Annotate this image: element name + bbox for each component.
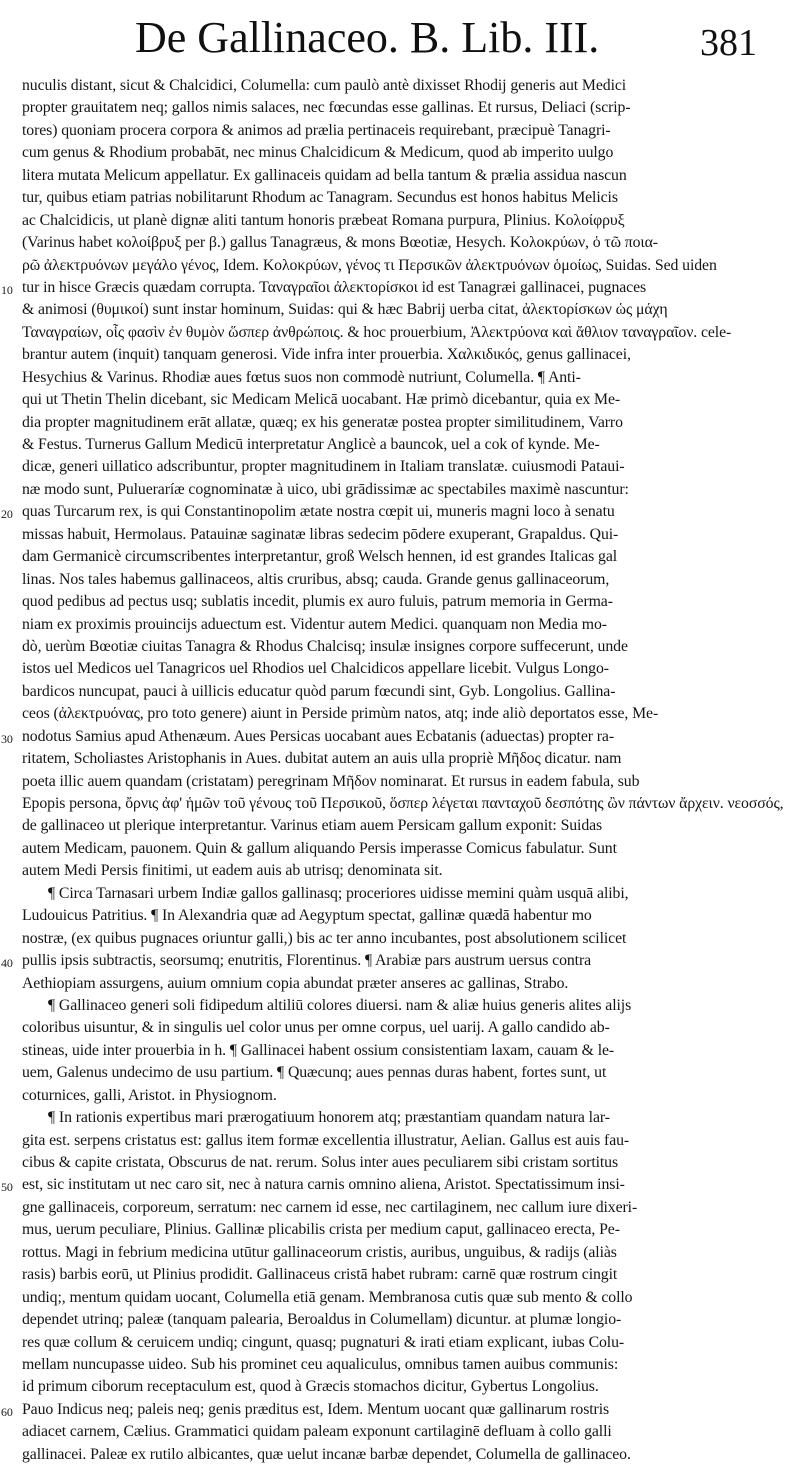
page-title: De Gallinaceo. B. Lib. III. [135,13,600,62]
text-line [0,1264,787,1286]
line-text: est, sic institutam ut nec caro sit, nec à natura carnis omnino aliena, Aristot. Spectatissimum insi- [22,1176,625,1194]
text-line [0,905,787,927]
line-text: gne gallinaceis, corporeum, serratum: nec carnem id esse, nec cartilaginem, nec callum iure dixeri- [22,1198,638,1216]
text-line [0,1354,787,1376]
text-line [0,75,787,97]
line-text: dia propter magnitudinem erāt allatæ, quæq; ex his generatæ postea propter similitudinem, Varro [22,413,623,431]
text-line [0,322,787,344]
line-text: autem Medicam, pauonem. Quin & gallum aliquando Persis imperasse Comicus fabulatur. Sunt [22,839,617,857]
line-text: de gallinaceo ut plerique interpretantur. Varinus etiam auem Persicam gallum exponit: Suidas [22,817,603,835]
line-text: bardicos nuncupat, pauci à uillicis educatur quòd parum fœcundi sint, Gyb. Longolius. Gallina- [22,682,616,700]
text-line [0,1107,787,1129]
text-line [0,524,787,546]
text-line [0,658,787,680]
line-text: mus, uerum peculiare, Plinius. Gallinæ plicabilis crista per medium caput, gallinaceo erecta, Pe- [22,1221,620,1239]
text-body [0,75,787,1466]
line-text: istos uel Medicos uel Tanagricos uel Rhodios uel Chalcidicos appellare licebit. Vulgus Longo- [22,660,609,678]
text-line [0,1332,787,1354]
text-line [0,1376,787,1398]
text-line [0,973,787,995]
line-text: brantur autem (inquit) tanquam generosi. Vide infra inter prouerbia. Χαλκιδικός, genus gallinacei, [22,346,631,364]
line-text: mellam nuncupasse uideo. Sub his prominet ceu aqualiculus, omnibus tamen auibus communis: [22,1355,619,1373]
text-line [0,703,787,725]
text-line [0,591,787,613]
text-line [0,793,787,815]
line-text: quas Turcarum rex, is qui Constantinopolim ætate nostra cœpit ui, muneris magni loco à senatu [22,503,615,521]
text-line [0,860,787,882]
line-text: propter grauitatem neq; gallos nimis salaces, nec fœcundas esse gallinas. Et rursus, Deliaci (scrip- [22,99,631,117]
line-text: rottus. Magi in febrium medicina utūtur gallinaceorum cristis, auribus, unguibus, & radijs (aliàs [22,1243,617,1261]
text-line [0,232,787,254]
line-text: pullis ipsis subtractis, seorsumq; enutritis, Florentinus. ¶ Arabiæ pars austrum uersus contra [22,952,592,970]
text-line [0,142,787,164]
text-line [0,299,787,321]
line-text: Ταναγραίων, οἷς φασὶν ἐν θυμὸν ὥσπερ ἀνθρώποις. & hoc prouerbium, Ἀλεκτρύονα καὶ ἄθλιον ταναγραῖον. cele- [22,323,732,341]
line-text: gita est. serpens cristatus est: gallus item formæ excellentia illustratur, Aelian. Gallus est auis fau- [22,1131,630,1149]
line-text: coturnices, galli, Aristot. in Physiognom. [22,1086,277,1104]
line-text: ¶ In rationis expertibus mari prærogatiuum honorem atq; præstantiam quandam natura lar- [48,1109,610,1127]
line-text: Pauo Indicus neq; paleis neq; genis præditus est, Idem. Mentum uocant quæ gallinarum rostris [22,1400,610,1418]
line-text: Ludouicus Patritius. ¶ In Alexandria quæ ad Aegyptum spectat, gallinæ quædā habentur mo [22,907,592,925]
text-line [0,389,787,411]
text-line [0,771,787,793]
text-line [0,255,787,277]
text-line [0,479,787,501]
line-text: nuculis distant, sicut & Chalcidici, Columella: cum paulò antè dixisset Rhodij generis aut Medici [22,77,627,94]
line-text: niam ex proximis prouincijs aduectum est. Videntur autem Medici. quanquam non Media mo- [22,615,607,633]
text-line [0,1130,787,1152]
line-text: ceos (ἀλεκτρυόνας, pro toto genere) aiunt in Perside primùm natos, atq; inde aliò deportatos esse, Me- [22,705,659,723]
line-text: missas habuit, Hermolaus. Patauinæ saginatæ libras sedecim pōdere exuperant, Grapaldus. Qui- [22,525,619,543]
line-text: stineas, uide inter prouerbia in h. ¶ Gallinacei habent ossium consistentiam laxam, cauam & le- [22,1041,615,1059]
line-text: autem Medi Persis finitimi, ut eadem auis ab utrisq; denominata sit. [22,862,443,880]
line-text: dependet utrinq; paleæ (tanquam palearia, Beroaldus in Columellam) dicuntur. at plumæ longio- [22,1311,622,1329]
line-text: ritatem, Scholiastes Aristophanis in Aues. dubitat autem an auis ulla propriè Μῆδος dicatur. nam [22,750,622,768]
line-text: & Festus. Turnerus Gallum Medicū interpretatur Anglicè a bauncok, uel a cok of kynde. Me- [22,436,600,453]
line-text: coloribus uisuntur, & in singulis uel color unus per omne corpus, uel uarij. A gallo candido ab- [22,1019,610,1037]
text-line [0,1309,787,1331]
line-text: poeta illic auem quandam (cristatam) peregrinam Μῆδον nominarat. Et rursus in eadem fabula, sub [22,772,640,790]
line-text: undiq;, mentum quidam uocant, Columella etiā genam. Membranosa cutis quæ sub mento & collo [22,1288,633,1306]
text-line [0,838,787,860]
line-text: (Varinus habet κολοίβρυξ per β.) gallus Tanagræus, & mons Bœotiæ, Hesych. Κολοκρύων, ὁ τῶ ποια- [22,234,658,252]
text-line [0,344,787,366]
text-line [0,1287,787,1309]
text-line [0,187,787,209]
line-text: dò, uerùm Bœotiæ ciuitas Tanagra & Rhodus Chalcisq; insulæ insignes corpore suffecerunt, unde [22,637,628,655]
text-line [0,815,787,837]
line-text: id primum ciborum receptaculum est, quod à Græcis stomachos dicitur, Gybertus Longolius. [22,1378,599,1396]
line-text: ¶ Circa Tarnasari urbem Indiæ gallos gallinasq; proceriores uidisse memini quàm usquā alibi, [48,884,629,902]
line-text: nodotus Samius apud Athenæum. Aues Persicas uocabant aues Ecbatanis (aduectas) propter ra- [22,727,614,745]
line-text: Epopis persona, ὄρνις ἀφ' ἡμῶν τοῦ γένους τοῦ Περσικοῦ, ὅσπερ λέγεται πανταχοῦ δεσπότης ὢν πάντων ἄρχειν. νεοσσός, [22,795,784,812]
line-text: dicæ, generi uillatico adscribuntur, propter magnitudinem in Italiam translatæ. cuiusmodi Pataui- [22,458,625,476]
line-text: litera mutata Melicum appellatur. Ex gallinaceis quidam ad bella tantum & prælia assidua nascun [22,166,627,184]
line-text: qui ut Thetin Thelin dicebant, sic Medicam Melicā uocabant. Hæ primò dicebantur, quia ex Me- [22,391,621,409]
text-line [0,412,787,434]
text-line [0,569,787,591]
text-line [0,950,787,972]
line-text: dam Germanicè circumscribentes interpretantur, groß Welsch hennen, id est grandes Italicas gal [22,548,618,566]
line-text: cibus & capite cristata, Obscurus de nat. rerum. Solus inter aues peculiarem sibi cristam sortitus [22,1154,619,1171]
text-line [0,614,787,636]
line-text: linas. Nos tales habemus gallinaceos, altis cruribus, absq; cauda. Grande genus gallinaceorum, [22,570,610,588]
text-line [0,546,787,568]
text-line [0,995,787,1017]
line-text: Aethiopiam assurgens, auium omnium copia abundat præter anseres ac gallinas, Strabo. [22,974,569,992]
running-header [0,6,787,72]
line-text: ac Chalcidicis, ut planè dignæ aliti tantum honoris præbeat Romana purpura, Plinius. Κολοίφρυξ [22,211,625,229]
text-line [0,97,787,119]
text-line [0,1219,787,1241]
line-text: ¶ Gallinaceo generi soli fidipedum altiliū colores diuersi. nam & aliæ huius generis alites alijs [48,996,632,1014]
text-line [0,1197,787,1219]
text-line [0,1174,787,1196]
text-line [0,1399,787,1421]
line-number: 40 [1,956,13,971]
line-text: adiacet carnem, Cælius. Grammatici quidam paleam exponunt cartilaginē defluam à collo galli [22,1423,612,1441]
text-line [0,210,787,232]
line-text: cum genus & Rhodium probabāt, nec minus Chalcidicum & Medicum, quod ab imperito uulgo [22,144,614,162]
line-text: rasis) barbis eorū, ut Plinius prodidit. Gallinaceus cristā habet rubram: carnē quæ rostrum cingit [22,1266,618,1284]
text-line [0,1017,787,1039]
text-line [0,1444,787,1466]
line-text: uem, Galenus undecimo de usu partium. ¶ Quæcunq; aues pennas duras habent, fortes sunt, ut [22,1064,607,1082]
text-line [0,120,787,142]
line-text: tur in hisce Græcis quædam corrupta. Ταναγραῖοι ἀλεκτορίσκοι id est Tanagræi gallinacei, pugnaces [22,278,647,296]
text-line [0,501,787,523]
line-text: tur, quibus etiam patrias nobilitarunt Rhodum ac Tanagram. Secundus est honos habitus Melicis [22,189,618,207]
line-number: 50 [1,1180,13,1195]
text-line [0,1152,787,1174]
text-line [0,928,787,950]
line-number: 30 [1,731,13,746]
line-text: quod pedibus ad pectus usq; sublatis incedit, plumis ex auro fuluis, patrum memoria in Germa- [22,593,613,611]
text-line [0,748,787,770]
line-text: gallinacei. Paleæ ex rutilo albicantes, quæ uelut incanæ barbæ dependet, Columella de gallinaceo. [22,1445,631,1463]
line-number: 10 [1,282,13,297]
line-text: næ modo sunt, Pulueraríæ cognominatæ à uico, ubi grādissimæ ac spectabiles maximè nascuntur: [22,480,629,498]
line-number: 60 [1,1404,13,1419]
line-text: tores) quoniam procera corpora & animos ad prælia pertinaceis requirebant, præcipuè Tanagri- [22,121,611,139]
line-text: & animosi (θυμικοί) sunt instar hominum, Suidas: qui & hæc Babrij uerba citat, ἀλεκτορίσκων ὡς μάχη [22,301,668,319]
line-text: ρῶ ἀλεκτρυόνων μεγάλο γένος, Idem. Κολοκρύων, γένος τι Περσικῶν ἀλεκτρυόνων ὁμοίως, Suidas. Sed uiden [22,256,717,274]
page-number: 381 [700,22,757,64]
text-line [0,456,787,478]
text-line [0,434,787,456]
line-number: 20 [1,507,13,522]
text-line [0,681,787,703]
line-text: res quæ collum & ceruicem undiq; cingunt, quasq; pugnaturi & irati etiam explicant, iubas Colu- [22,1333,625,1351]
line-text: Hesychius & Varinus. Rhodiæ aues fœtus suos non commodè nutriunt, Columella. ¶ Anti- [22,368,581,386]
text-line [0,1242,787,1264]
text-line [0,165,787,187]
text-line [0,367,787,389]
line-text: nostræ, (ex quibus pugnaces oriuntur galli,) bis ac ter anno incubantes, post absolutionem scilicet [22,929,627,947]
text-line [0,1040,787,1062]
text-line [0,277,787,299]
text-line [0,1421,787,1443]
text-line [0,883,787,905]
text-line [0,1062,787,1084]
text-line [0,726,787,748]
text-line [0,1085,787,1107]
text-line [0,636,787,658]
